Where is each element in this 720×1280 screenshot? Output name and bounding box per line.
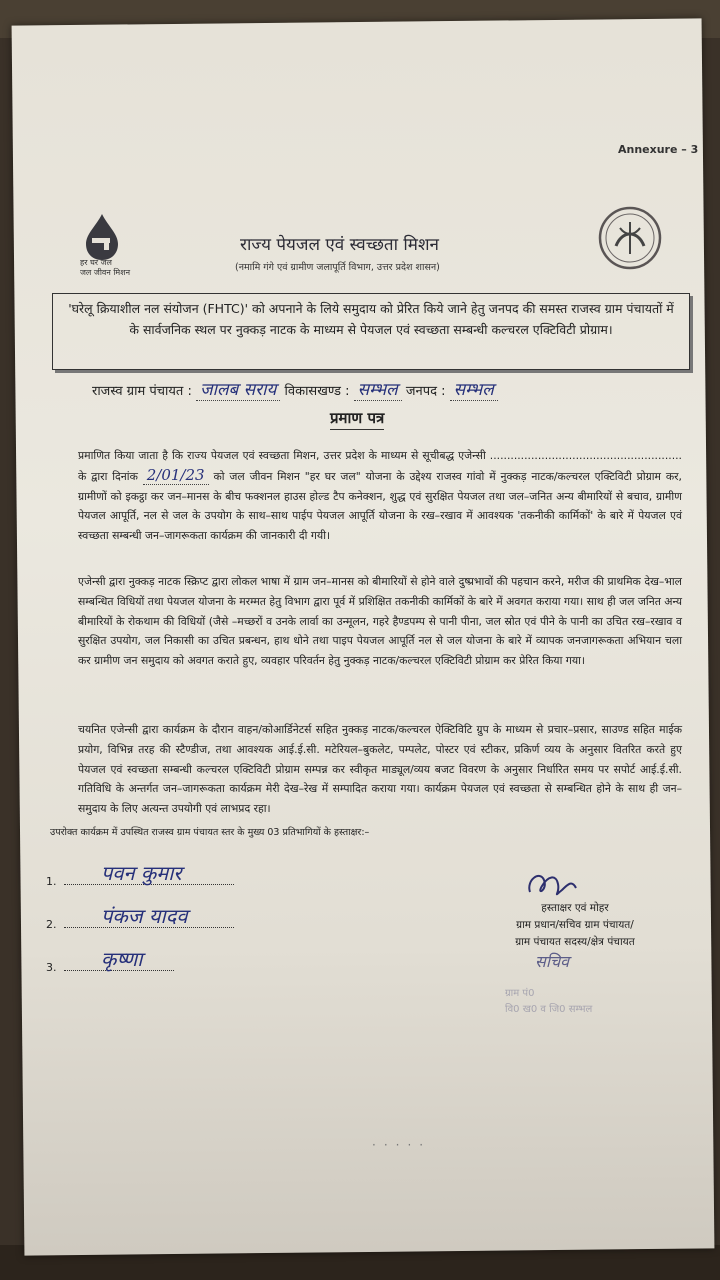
logo-text-1: हर घर जल (80, 258, 112, 267)
faint-seal (505, 986, 675, 1018)
up-govt-emblem (592, 202, 672, 282)
signatures-intro: उपरोक्त कार्यक्रम में उपस्थित राजस्व ग्राम पंचायत स्तर के मुख्य 03 प्रतिभागियों के हस्ताक्षर:– (50, 827, 370, 838)
emblem-icon (592, 202, 672, 282)
district-label: जनपद : (405, 384, 446, 399)
faint-seal-line-2: वि0 ख0 व जि0 सम्भल (505, 1004, 593, 1015)
faint-seal-line-1: ग्राम पं0 (505, 988, 535, 999)
mission-title: राज्य पेयजल एवं स्वच्छता मिशन (240, 235, 439, 255)
participant-signature: कृष्णा (101, 947, 143, 971)
signature-number: 3. (46, 961, 57, 974)
block-value: सम्भल (354, 380, 402, 401)
authority-block (470, 900, 680, 951)
program-date: 2/01/23 (143, 466, 209, 485)
signature-row-3 (46, 947, 174, 974)
program-description: 'घरेलू क्रियाशील नल संयोजन (FHTC)' को अपनाने के लिये समुदाय को प्रेरित किये जाने हेतु जनपद की समस्त राजस्व ग्राम पंचायतों में के सार्वजनिक स्थल पर नुक्कड़ नाटक के माध्यम से पेयजल एवं स्वच्छता सम्बन्धी कल्चरल एक्टिविटी प्रोग्राम। (68, 301, 674, 337)
page-mark: ····· (372, 1138, 432, 1152)
district-value: सम्भल (450, 380, 498, 401)
signature-row-1 (46, 861, 234, 888)
certificate-title: प्रमाण पत्र (330, 408, 384, 430)
annexure-label: Annexure – 3 (618, 143, 699, 156)
signature-number: 1. (46, 875, 57, 888)
block-label: विकासखण्ड : (284, 384, 350, 399)
participant-signature: पवन कुमार (101, 861, 182, 885)
signature-number: 2. (46, 918, 57, 931)
authority-designation-2: ग्राम पंचायत सदस्य/क्षेत्र पंचायत (515, 936, 635, 948)
mission-subtitle: (नमामि गंगे एवं ग्रामीण जलापूर्ति विभाग, उत्तर प्रदेश शासन) (235, 262, 440, 273)
gram-panchayat-value: जालब सराय (196, 380, 280, 401)
gram-panchayat-label: राजस्व ग्राम पंचायत : (92, 384, 192, 399)
secretary-stamp: सचिव (535, 952, 570, 971)
logo-text-2: जल जीवन मिशन (80, 268, 131, 277)
paragraph-2: एजेन्सी द्वारा नुक्कड़ नाटक स्क्रिप्ट द्वारा लोकल भाषा में ग्राम जन–मानस को बीमारियों से होने वाले दुष्प्रभावों की पहचान करने, मरीज की प्राथमिक देख–भाल सम्बन्धित विधियों तथा पेयजल योजना के मरम्मत हेतु विभाग द्वारा पूर्व में प्रशिक्षित तकनीकी कार्मिकों के बारे में अवगत कराया गया। साथ ही जल जनित अन्य बीमारियों के रोकथाम की विधियों (जैसे –मच्छरों व उनके लार्वा का उन्मूलन, गहरे हैण्डपम्प से पानी पीना, जल स्रोत एवं पीने के पानी का उचित रख–रखाव व सुरक्षित उपयोग, जल निकासी का उचित प्रबन्धन, हाथ धोने तथा पाइप पेयजल आपूर्ति नल से जल योजना के बारे में व्यापक जनजागरूकता अभियान चला कर ग्रामीण जन समुदाय को अवगत कराते हुए, व्यवहार परिवर्तन हेतु नुक्कड़ नाटक/कल्चरल एक्टिविटी प्रोग्राम कर प्रेरित किया गया। (78, 575, 683, 668)
revenue-details-line (92, 377, 498, 400)
p1-start: प्रमाणित किया जाता है कि राज्य पेयजल एवं स्वच्छता मिशन, उत्तर प्रदेश के माध्यम से सूचीबद्ध एजेन्सी ........................................................ के द्वारा दिनांक (78, 449, 682, 483)
signature-row-2 (46, 904, 234, 931)
authority-designation-1: ग्राम प्रधान/सचिव ग्राम पंचायत/ (516, 919, 634, 931)
paragraph-1 (78, 446, 682, 546)
sign-and-seal-label: हस्ताक्षर एवं मोहर (541, 902, 609, 914)
har-ghar-jal-logo (78, 208, 148, 288)
p1-rest: को जल जीवन मिशन "हर घर जल" योजना के उद्देश्य राजस्व गांवो में नुक्कड़ नाटक/कल्चरल एक्टिविटी प्रोग्राम कर, ग्रामीणों को इकट्ठा कर जन–मानस के बीच फक्शनल हाउस होल्ड टैप कनेक्शन, शुद्ध एवं सुरक्षित पेयजल तथा जल–जनित अन्य बीमारियों से बचाव, ग्रामीण पेयजल आपूर्ति, नल से जल के उपयोग के साथ–साथ पाईप पेयजल आपूर्ति योजना के रख–रखाव में आवश्यक 'तकनीकी कार्मिकों' के बारे में पेयजल एवं स्वच्छता सम्बन्धी जन–जागरूकता कार्यक्रम की जानकारी दी गयी। (78, 469, 682, 543)
paragraph-3: चयनित एजेन्सी द्वारा कार्यक्रम के दौरान वाहन/कोआर्डिनेटर्स सहित नुक्कड़ नाटक/कल्चरल ऐक्टिविटि ग्रुप के माध्यम से प्रचार–प्रसार, साउण्ड सहित माईक प्रयोग, विभिन्न तरह की स्टैण्डीज, तथा आवश्यक आई.ई.सी. मटेरियल–बुकलेट, पम्पलेट, पोस्टर एवं स्टीकर, प्रकिर्ण व्यय के अनुसार वितरित करते हुए पेयजल एवं स्वच्छता सम्बन्धी कल्चरल एक्टिविटी प्रोग्राम सम्पन्न कर स्वीकृत माड्यूल/व्यय बजट विवरण के अनुसार निर्धारित समय पर सपोर्ट आई.ई.सी. गतिविधि के अन्तर्गत जन–जागरूकता कार्यक्रम मेरी देख–रेख में सम्पादित कराया गया। कार्यक्रम पेयजल एवं स्वच्छता से सम्बन्धित होने के साथ ही जन–समुदाय के लिए अत्यन्त उपयोगी एवं लाभप्रद रहा। (78, 723, 682, 816)
participant-signature: पंकज यादव (101, 904, 188, 928)
